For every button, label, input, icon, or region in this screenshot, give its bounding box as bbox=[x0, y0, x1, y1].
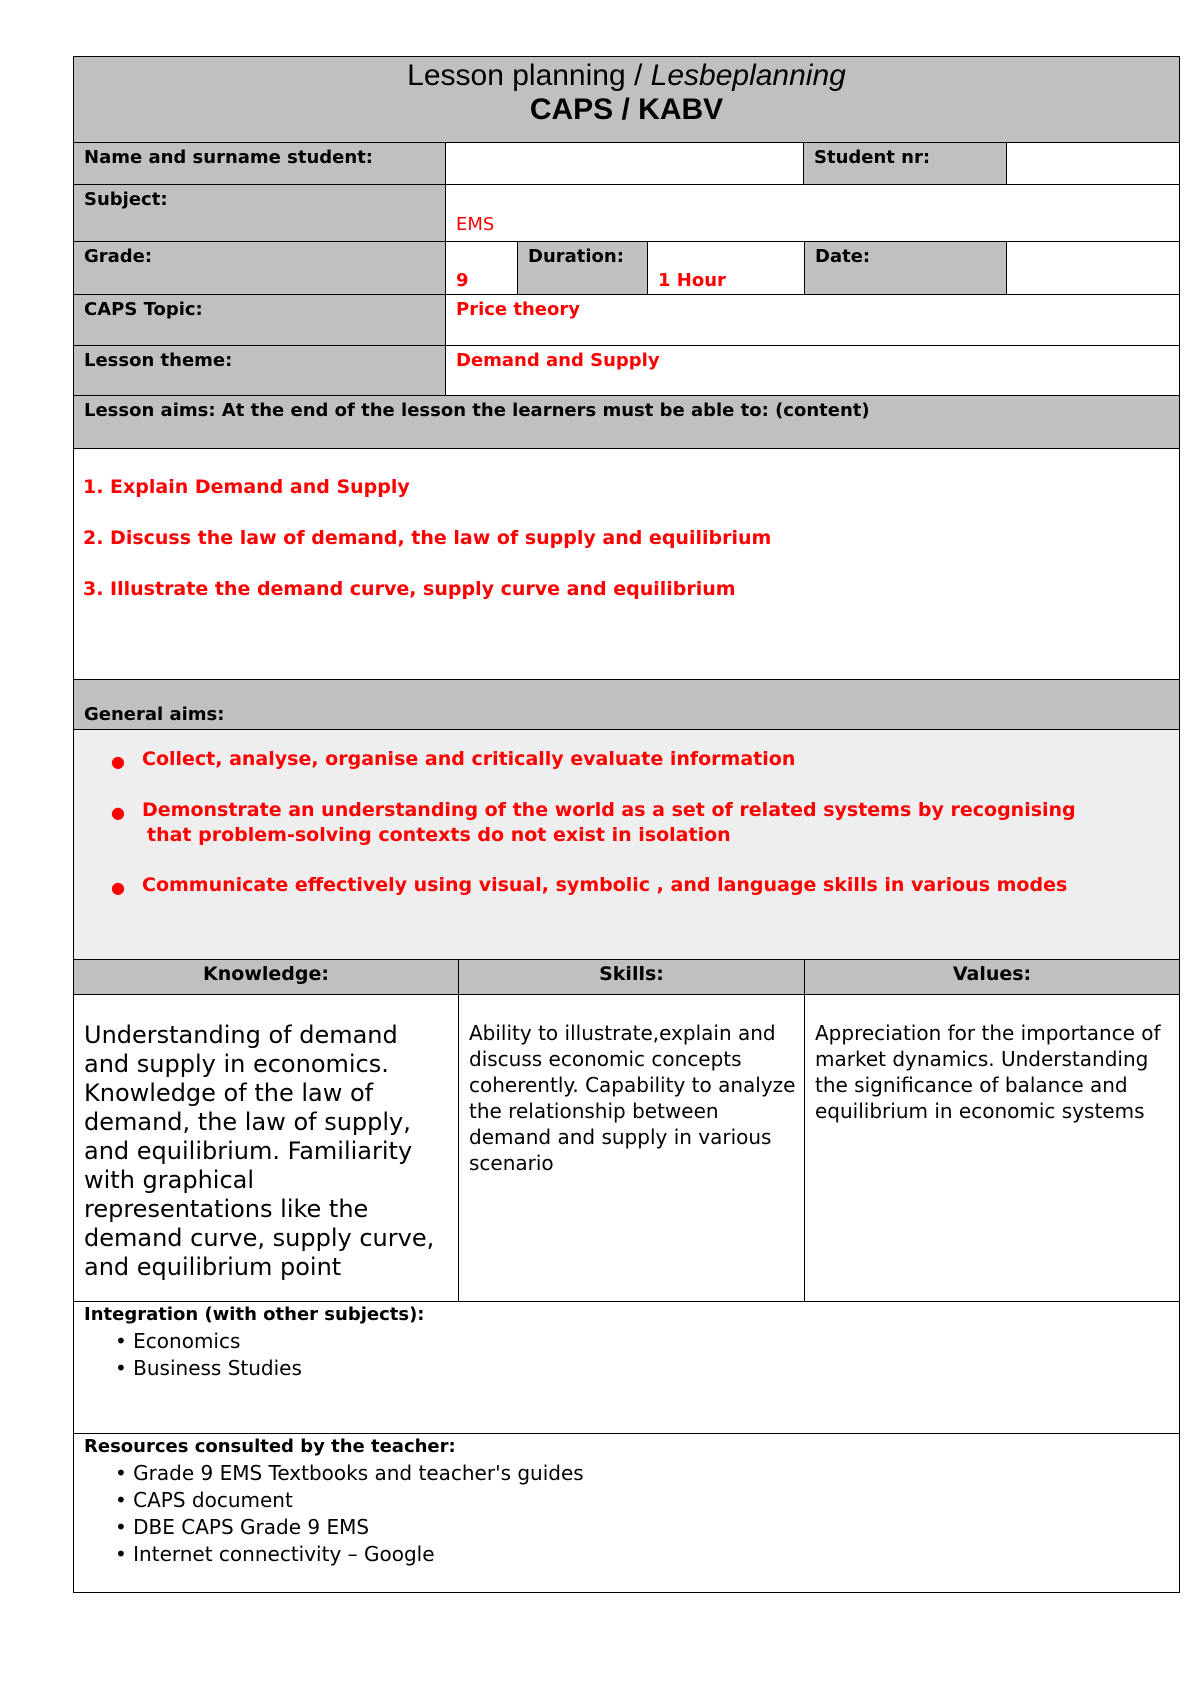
knowledge-text: Understanding of demand and supply in economics. Knowledge of the law of demand, the law of supply, and equilibrium. Familiarity with graphical representations like the demand curve, supply curve, and equilibrium point bbox=[84, 1021, 435, 1281]
lesson-aim-item: 2. Discuss the law of demand, the law of supply and equilibrium bbox=[83, 527, 772, 549]
general-aims-heading-row bbox=[73, 679, 1180, 730]
lesson-aim-item: 1. Explain Demand and Supply bbox=[83, 476, 410, 498]
bullet-icon: ● bbox=[111, 878, 125, 897]
name-label: Name and surname student: bbox=[73, 142, 446, 185]
topic-field[interactable] bbox=[445, 294, 1180, 346]
topic-value: Price theory bbox=[456, 299, 580, 320]
integration-list bbox=[115, 1328, 302, 1382]
date-label: Date: bbox=[804, 241, 1007, 295]
skills-cell bbox=[458, 994, 805, 1302]
list-item: • Economics bbox=[115, 1328, 302, 1355]
knowledge-header: Knowledge: bbox=[73, 959, 459, 995]
subject-value: EMS bbox=[456, 214, 495, 235]
general-aim-item: Collect, analyse, organise and critically evaluate information bbox=[142, 748, 796, 770]
integration-heading: Integration (with other subjects): bbox=[84, 1304, 425, 1325]
list-item: • DBE CAPS Grade 9 EMS bbox=[115, 1514, 584, 1541]
duration-value: 1 Hour bbox=[658, 270, 726, 291]
grade-field[interactable] bbox=[445, 241, 518, 295]
date-field[interactable] bbox=[1006, 241, 1180, 295]
knowledge-cell bbox=[73, 994, 459, 1302]
duration-label: Duration: bbox=[517, 241, 648, 295]
skills-header: Skills: bbox=[458, 959, 805, 995]
general-aims-heading: General aims: bbox=[84, 704, 225, 725]
list-item: • CAPS document bbox=[115, 1487, 584, 1514]
topic-label: CAPS Topic: bbox=[73, 294, 446, 346]
values-cell bbox=[804, 994, 1180, 1302]
bullet-icon: ● bbox=[111, 803, 125, 822]
general-aim-item: Communicate effectively using visual, symbolic , and language skills in various modes bbox=[142, 874, 1068, 896]
grade-value: 9 bbox=[456, 270, 469, 291]
values-header: Values: bbox=[804, 959, 1180, 995]
resources-heading: Resources consulted by the teacher: bbox=[84, 1436, 456, 1457]
lesson-aims-heading: Lesson aims: At the end of the lesson the learners must be able to: (content) bbox=[73, 395, 1180, 449]
skills-text: Ability to illustrate,explain and discuss economic concepts coherently. Capability to analyze the relationship between demand and supply in various scenario bbox=[469, 1021, 796, 1175]
resources-list bbox=[115, 1460, 584, 1568]
form-header bbox=[73, 56, 1180, 143]
list-item: • Internet connectivity – Google bbox=[115, 1541, 584, 1568]
theme-label: Lesson theme: bbox=[73, 345, 446, 396]
form-subtitle: CAPS / KABV bbox=[529, 93, 724, 126]
bullet-icon: ● bbox=[111, 752, 125, 771]
subject-label: Subject: bbox=[73, 184, 446, 242]
general-aim-item-continued: that problem-solving contexts do not exist in isolation bbox=[147, 824, 731, 846]
grade-label: Grade: bbox=[73, 241, 446, 295]
values-text: Appreciation for the importance of market dynamics. Understanding the significance of balance and equilibrium in economic systems bbox=[815, 1021, 1161, 1123]
student-nr-label: Student nr: bbox=[803, 142, 1007, 185]
list-item: • Business Studies bbox=[115, 1355, 302, 1382]
name-field[interactable] bbox=[445, 142, 804, 185]
student-nr-field[interactable] bbox=[1006, 142, 1180, 185]
form-title: Lesson planning / Lesbeplanning bbox=[407, 59, 846, 92]
theme-value: Demand and Supply bbox=[456, 350, 660, 371]
general-aim-item: Demonstrate an understanding of the world as a set of related systems by recognising bbox=[142, 799, 1076, 821]
lesson-aim-item: 3. Illustrate the demand curve, supply curve and equilibrium bbox=[83, 578, 736, 600]
duration-field[interactable] bbox=[647, 241, 805, 295]
theme-field[interactable] bbox=[445, 345, 1180, 396]
subject-field[interactable] bbox=[445, 184, 1180, 242]
list-item: • Grade 9 EMS Textbooks and teacher's guides bbox=[115, 1460, 584, 1487]
